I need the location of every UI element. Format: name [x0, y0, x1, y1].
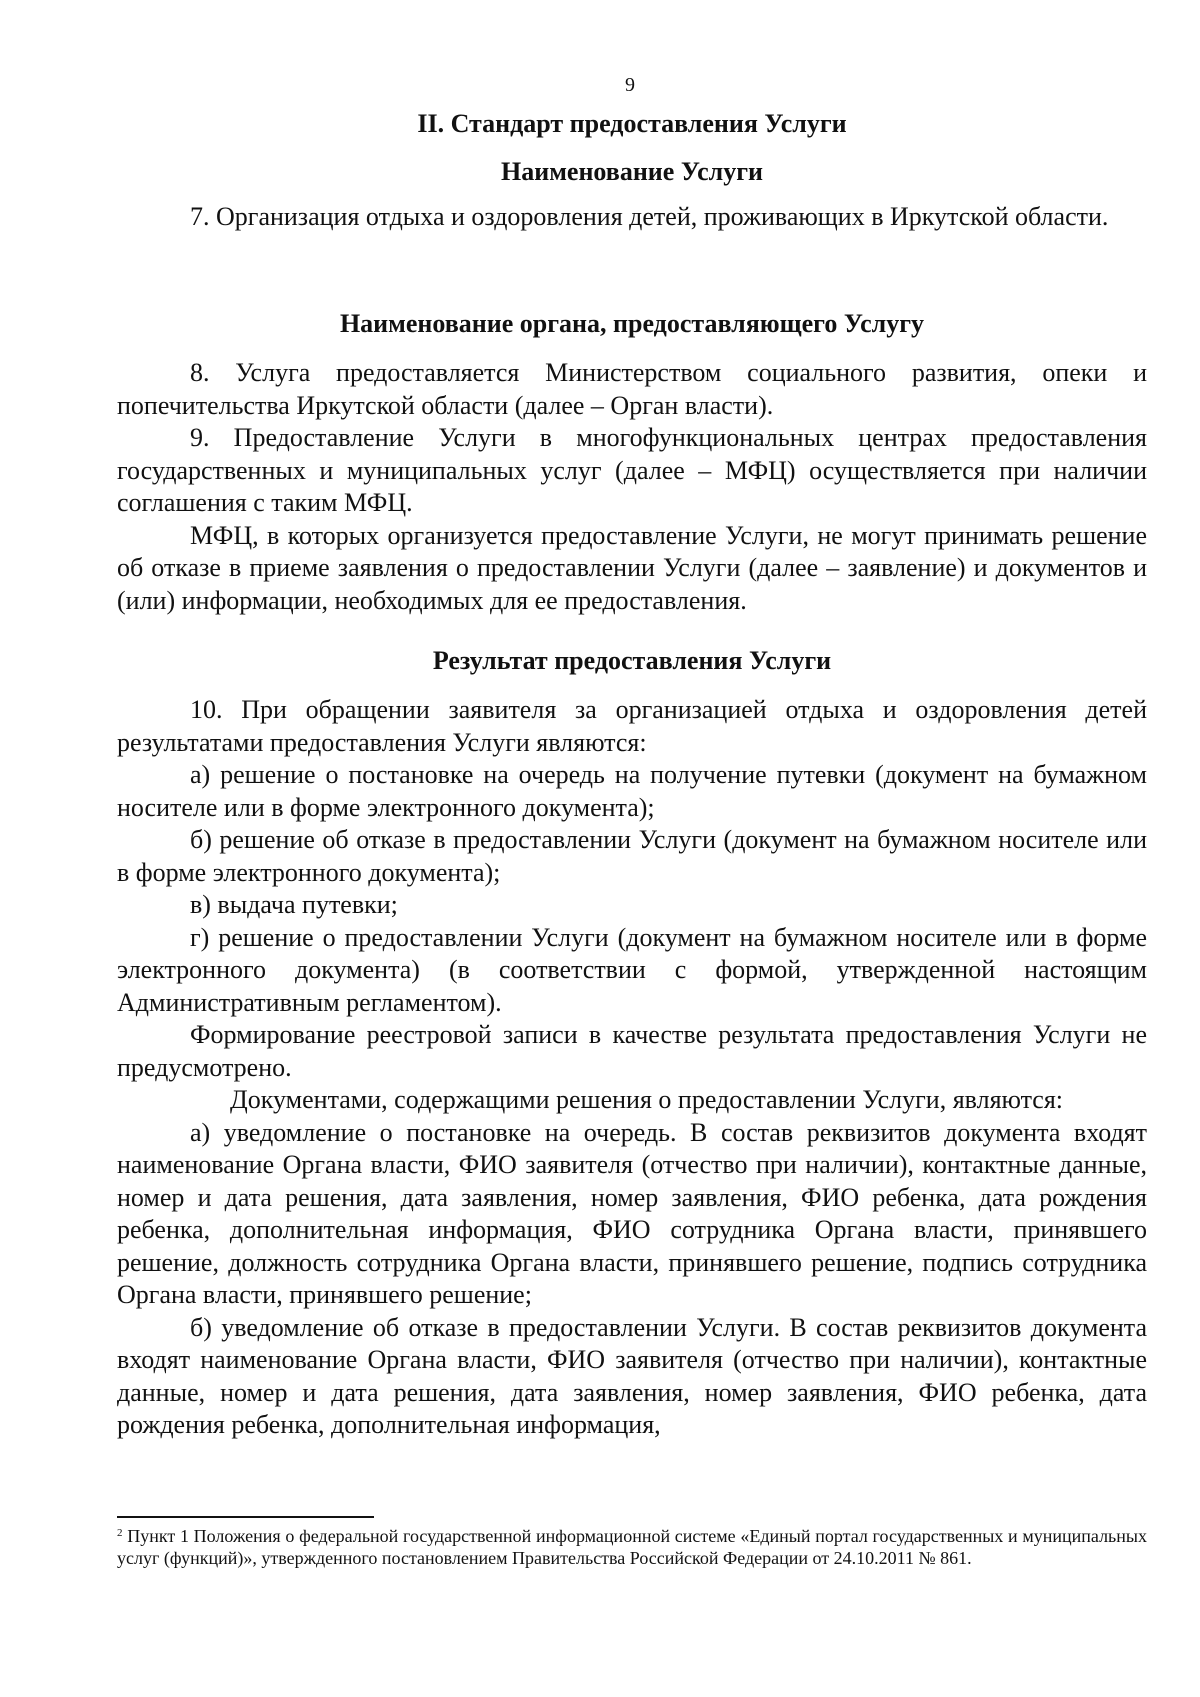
paragraph-9b: МФЦ, в которых организуется предоставление Услуги, не могут принимать решение об отказе в приеме заявления о предоставлении Услуги (далее – заявление) и документов и (или) информации, необходимых для ее предоставления.: [117, 520, 1147, 615]
paragraph-10a: а) решение о постановке на очередь на получение путевки (документ на бумажном носителе или в форме электронного документа);: [117, 760, 1147, 822]
paragraph-10c: в) выдача путевки;: [190, 890, 398, 919]
paragraph-10b: б) решение об отказе в предоставлении Услуги (документ на бумажном носителе или в форме электронного документа);: [117, 825, 1147, 887]
paragraph-registry: Формирование реестровой записи в качестве результата предоставления Услуги не предусмотрено.: [117, 1020, 1147, 1082]
footnote-divider: [117, 1516, 374, 1518]
paragraph-docs-a: а) уведомление о постановке на очередь. В состав реквизитов документа входят наименование Органа власти, ФИО заявителя (отчество при наличии), контактные данные, номер и дата решения, дата заявления, номер заявления, ФИО ребенка, дата рождения ребенка, дополнительная информация, ФИО сотрудника Органа власти, принявшего решение, должность сотрудника Органа власти, принявшего решение, подпись сотрудника Органа власти, принявшего решение;: [117, 1117, 1147, 1309]
heading-result: Результат предоставления Услуги: [432, 646, 832, 675]
heading-authority: Наименование органа, предоставляющего Услугу: [339, 309, 925, 338]
footnote: [117, 1522, 1147, 1569]
footnote-mark: 2: [117, 1527, 123, 1539]
block-result: [117, 694, 1147, 1442]
heading-service-name: Наименование Услуги: [500, 157, 764, 186]
paragraph-10: 10. При обращении заявителя за организацией отдыха и оздоровления детей результатами предоставления Услуги являются:: [117, 695, 1147, 757]
paragraph-9: 9. Предоставление Услуги в многофункциональных центрах предоставления государственных и муниципальных услуг (далее – МФЦ) осуществляется при наличии соглашения с таким МФЦ.: [117, 423, 1147, 517]
section-title: II. Стандарт предоставления Услуги: [417, 109, 847, 138]
paragraph-docs-b: б) уведомление об отказе в предоставлении Услуги. В состав реквизитов документа входят наименование Органа власти, ФИО заявителя (отчество при наличии), контактные данные, номер и дата решения, дата заявления, номер заявления, ФИО ребенка, дата рождения ребенка, дополнительная информация,: [117, 1312, 1147, 1439]
block-authority: [117, 357, 1147, 617]
paragraph-docs: Документами, содержащими решения о предоставлении Услуги, являются:: [230, 1085, 1064, 1114]
block-service-name: [117, 201, 1147, 234]
paragraph-8: 8. Услуга предоставляется Министерством социального развития, опеки и попечительства Иркутской области (далее – Орган власти).: [117, 358, 1147, 420]
footnote-text: Пункт 1 Положения о федеральной государственной информационной системе «Единый портал государственных и муниципальных услуг (функций)», утвержденного постановлением Правительства Российской Федерации от 24.10.2011 № 861.: [117, 1526, 1147, 1568]
paragraph-7: 7. Организация отдыха и оздоровления детей, проживающих в Иркутской области.: [190, 202, 1109, 231]
page-number: 9: [625, 74, 635, 96]
paragraph-10d: г) решение о предоставлении Услуги (документ на бумажном носителе или в форме электронного документа) (в соответствии с формой, утвержденной настоящим Административным регламентом).: [117, 922, 1147, 1017]
